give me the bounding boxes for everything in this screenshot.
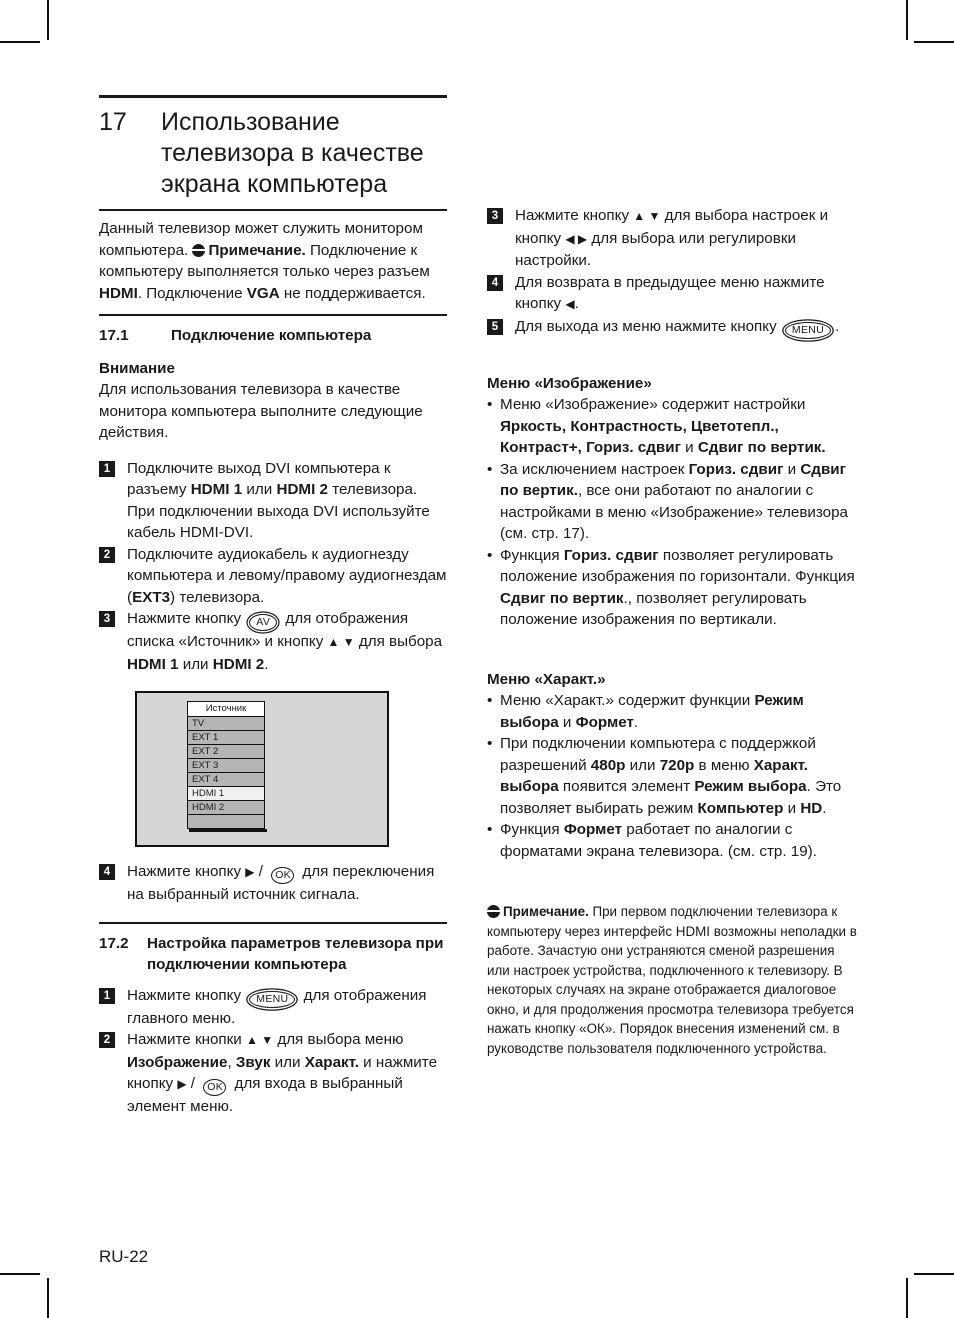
bullet-dot-icon: • bbox=[487, 396, 493, 413]
text-run: для выбора настроек и кнопку bbox=[515, 207, 829, 247]
page-folio: RU-22 bbox=[99, 1247, 149, 1266]
text-run: . Это позволяет выбирать режим bbox=[500, 778, 842, 817]
remote-key-menu-icon: MENU bbox=[249, 991, 295, 1008]
text-run: . bbox=[264, 655, 269, 673]
text-run: или bbox=[242, 481, 277, 498]
chapter-title-line-2: телевизора в качестве bbox=[161, 139, 424, 167]
source-list-figure bbox=[135, 691, 389, 847]
bullet-item bbox=[487, 733, 861, 819]
text-run: ., позволяет регулировать положение изображения по вертикали. bbox=[500, 589, 807, 628]
step-item bbox=[487, 272, 861, 316]
bullet-text bbox=[500, 690, 861, 733]
note-block-text: При первом подключении телевизора к компьютеру через интерфейс HDMI возможны неполадки в работе. Зачастую они устраняются сменой разрешения или настроек устройства, подключенного к телевизору. В некоторых случаях на экране отображается диалоговое окно, и для продолжения просмотра телевизора требуется нажать кнопку «ОК». Порядок внесения изменений см. в руководстве пользователя подключенного устройства. bbox=[487, 904, 857, 1056]
crop-mark-bottom-right-v bbox=[906, 1278, 908, 1318]
step-number-badge: 4 bbox=[487, 275, 503, 291]
menu-picture-bullets bbox=[487, 394, 861, 631]
crop-mark-top-left-v bbox=[47, 0, 49, 40]
intro-paragraph bbox=[99, 211, 447, 304]
steps-list-17-1-end bbox=[99, 861, 447, 906]
text-run: позволяет регулировать положение изображения по горизонтали. Функция bbox=[500, 546, 855, 585]
chapter-title bbox=[161, 107, 424, 200]
bold-run: HDMI 2 bbox=[212, 655, 265, 673]
text-run: и bbox=[783, 460, 801, 478]
bold-run: Формет bbox=[575, 713, 634, 731]
text-run: , все они работают по аналогии с настройками в меню «Изображение» телевизора (см. стр. 17). bbox=[500, 482, 849, 542]
bullet-text bbox=[500, 394, 861, 459]
chapter-number: 17 bbox=[99, 108, 127, 136]
bold-run: Сдвиг по вертик. bbox=[697, 439, 826, 456]
crop-mark-top-left-h bbox=[0, 41, 40, 43]
text-run: и нажмите кнопку bbox=[127, 1053, 438, 1092]
step-number-badge: 4 bbox=[99, 864, 115, 880]
crop-mark-bottom-left-v bbox=[47, 1278, 49, 1318]
chapter-heading bbox=[99, 98, 447, 209]
intro-text-3: . Подключение bbox=[137, 284, 247, 302]
step-text bbox=[127, 608, 447, 675]
source-list-item[interactable]: EXT 4 bbox=[187, 773, 265, 787]
text-run: для переключения на выбранный источник сигнала. bbox=[127, 863, 435, 903]
section-17-1-heading bbox=[99, 316, 447, 347]
text-run: / bbox=[186, 1075, 200, 1092]
intro-text-4: не поддерживается. bbox=[279, 284, 426, 302]
bullet-dot-icon: • bbox=[487, 821, 493, 838]
bullet-text bbox=[500, 459, 861, 545]
text-run: телевизора. При подключении выхода DVI используйте кабель HDMI-DVI. bbox=[127, 481, 430, 541]
bold-run: HDMI 2 bbox=[276, 481, 328, 498]
bold-run: HDMI 1 bbox=[190, 481, 243, 498]
text-run: Нажмите кнопку bbox=[127, 863, 246, 880]
text-run: Меню «Изображение» содержит настройки bbox=[500, 396, 806, 413]
bullet-dot-icon: • bbox=[487, 546, 493, 564]
step-text bbox=[127, 861, 447, 906]
text-run: работает по аналогии с форматами экрана телевизора. (см. стр. 19). bbox=[500, 821, 817, 860]
arrow-glyph-icon: ▲ ▼ bbox=[633, 209, 661, 223]
step-text bbox=[127, 1029, 447, 1118]
bold-run: HD bbox=[800, 799, 823, 817]
bold-run: Яркость, Контрастность, Цветотепл., Контраст+, Гориз. сдвиг bbox=[500, 417, 779, 456]
bullet-text bbox=[500, 545, 861, 631]
bold-run: Изображение bbox=[127, 1053, 228, 1071]
source-list-item[interactable]: HDMI 2 bbox=[187, 801, 265, 815]
bold-run: Формет bbox=[563, 821, 623, 838]
note-block-label: Примечание. bbox=[503, 904, 589, 919]
source-list-item[interactable]: TV bbox=[187, 717, 265, 731]
text-run: Для возврата в предыдущее меню нажмите кнопку bbox=[515, 273, 825, 312]
text-run: для выбора или регулировки настройки. bbox=[515, 229, 796, 269]
text-run: Функция bbox=[500, 821, 564, 838]
intro-text-1: Данный телевизор может служить монитором компьютера. bbox=[99, 220, 423, 259]
left-column bbox=[99, 95, 447, 1118]
text-run: За исключением настроек bbox=[500, 460, 689, 478]
text-run: Нажмите кнопки bbox=[127, 1031, 247, 1048]
steps-list-17-1 bbox=[99, 458, 447, 676]
source-menu-title: Источник bbox=[187, 701, 265, 717]
chapter-title-line-3: экрана компьютера bbox=[161, 170, 388, 198]
text-run: и bbox=[783, 799, 801, 817]
step-text bbox=[515, 272, 861, 316]
bullet-item bbox=[487, 819, 861, 862]
source-list-item[interactable]: EXT 3 bbox=[187, 759, 265, 773]
intro-text-2: Подключение к компьютеру выполняется только через разъем bbox=[99, 241, 430, 280]
source-list-item-empty bbox=[187, 815, 265, 829]
source-list-item[interactable]: HDMI 1 bbox=[187, 787, 265, 801]
bold-run: 480p bbox=[590, 756, 626, 774]
arrow-glyph-icon: ▶ bbox=[177, 1077, 187, 1091]
text-run: Меню «Характ.» содержит функции bbox=[500, 692, 755, 709]
source-list-item[interactable]: EXT 2 bbox=[187, 745, 265, 759]
text-run: для отображения главного меню. bbox=[127, 986, 427, 1027]
bold-run: Гориз. сдвиг bbox=[563, 546, 659, 564]
bold-run: Режим выбора bbox=[500, 692, 804, 731]
bullet-dot-icon: • bbox=[487, 460, 493, 478]
section-17-1-number: 17.1 bbox=[99, 327, 129, 344]
right-column bbox=[487, 205, 861, 1058]
remote-key-ok-icon: OK bbox=[203, 1079, 226, 1096]
remote-key-av-icon: AV bbox=[249, 614, 277, 631]
bold-run: Характ. bbox=[304, 1053, 359, 1071]
step-number-badge: 1 bbox=[99, 988, 115, 1004]
arrow-glyph-icon: ▲ ▼ bbox=[327, 635, 355, 649]
step-text bbox=[127, 458, 447, 544]
text-run: появится элемент bbox=[558, 778, 695, 795]
crop-mark-top-right-h bbox=[914, 41, 954, 43]
intro-vga: VGA bbox=[246, 284, 280, 302]
bold-run: Звук bbox=[235, 1053, 271, 1071]
menu-picture-heading: Меню «Изображение» bbox=[487, 374, 652, 392]
text-run: или bbox=[178, 655, 213, 673]
crop-mark-bottom-right-h bbox=[914, 1273, 954, 1275]
arrow-glyph-icon: ◀ ▶ bbox=[565, 231, 588, 246]
text-run: Нажмите кнопку bbox=[127, 986, 246, 1004]
note-icon bbox=[192, 244, 205, 257]
section-17-2-heading bbox=[99, 924, 447, 976]
source-menu bbox=[187, 701, 265, 832]
text-run: ) телевизора. bbox=[170, 588, 265, 606]
menu-features-heading: Меню «Характ.» bbox=[487, 670, 606, 688]
source-list-item[interactable]: EXT 1 bbox=[187, 731, 265, 745]
text-run: или bbox=[270, 1053, 305, 1071]
bullet-item bbox=[487, 394, 861, 459]
arrow-glyph-icon: ▲ ▼ bbox=[246, 1033, 274, 1047]
step-item bbox=[99, 544, 447, 609]
section-17-2-number: 17.2 bbox=[99, 934, 129, 952]
step-number-badge: 2 bbox=[99, 547, 115, 563]
text-run: для выбора меню bbox=[273, 1031, 404, 1048]
step-item bbox=[99, 985, 447, 1030]
note-block bbox=[487, 902, 861, 1058]
step-number-badge: 5 bbox=[487, 319, 503, 335]
step-item bbox=[99, 861, 447, 906]
bullet-item bbox=[487, 690, 861, 733]
text-run: . bbox=[633, 713, 639, 731]
step-item bbox=[99, 1029, 447, 1118]
text-run: для выбора bbox=[354, 633, 443, 650]
intro-note-label: Примечание. bbox=[208, 241, 306, 259]
bullet-item bbox=[487, 545, 861, 631]
text-run: Нажмите кнопку bbox=[127, 610, 246, 627]
text-run: для входа в выбранный элемент меню. bbox=[127, 1075, 403, 1115]
step-number-badge: 3 bbox=[99, 611, 115, 627]
arrow-glyph-icon: ◀ bbox=[565, 297, 575, 311]
bullet-item bbox=[487, 459, 861, 545]
step-text bbox=[515, 316, 861, 339]
bold-run: Сдвиг по вертик bbox=[500, 589, 624, 607]
bold-run: Компьютер bbox=[697, 799, 784, 817]
step-text bbox=[127, 544, 447, 609]
text-run: Подключите аудиокабель к аудиогнезду компьютера и левому/правому аудиогнездам ( bbox=[127, 545, 447, 606]
text-run: Функция bbox=[500, 546, 564, 564]
section-17-1-title: Подключение компьютера bbox=[171, 327, 372, 344]
text-run: . bbox=[574, 295, 579, 312]
bold-run: HDMI 1 bbox=[127, 655, 179, 673]
bold-run: Режим выбора bbox=[694, 778, 807, 795]
text-run: , bbox=[227, 1053, 236, 1071]
bold-run: EXT3 bbox=[132, 588, 171, 606]
text-run: и bbox=[558, 713, 576, 731]
text-run: . bbox=[822, 799, 827, 817]
bullet-dot-icon: • bbox=[487, 735, 493, 752]
step-item bbox=[487, 205, 861, 272]
intro-hdmi: HDMI bbox=[99, 284, 138, 302]
bullet-text bbox=[500, 819, 861, 862]
chapter-title-line-1: Использование bbox=[161, 108, 340, 136]
step-number-badge: 2 bbox=[99, 1032, 115, 1048]
text-run: Для выхода из меню нажмите кнопку bbox=[515, 317, 781, 335]
warning-body: Для использования телевизора в качестве монитора компьютера выполните следующие действия. bbox=[99, 381, 423, 441]
section-17-2-title: Настройка параметров телевизора при подключении компьютера bbox=[147, 934, 444, 973]
remote-key-ok-icon: OK bbox=[271, 867, 294, 884]
bold-run: Сдвиг по вертик. bbox=[500, 460, 846, 499]
step-text bbox=[515, 205, 861, 272]
text-run: При подключении компьютера с поддержкой разрешений bbox=[500, 735, 816, 774]
crop-mark-bottom-left-h bbox=[0, 1273, 40, 1275]
bold-run: 720p bbox=[659, 756, 695, 774]
step-item bbox=[487, 316, 861, 339]
step-item bbox=[99, 608, 447, 675]
text-run: или bbox=[625, 756, 660, 774]
step-number-badge: 3 bbox=[487, 208, 503, 224]
step-item bbox=[99, 458, 447, 544]
bold-run: Характ. выбора bbox=[500, 756, 808, 795]
crop-mark-top-right-v bbox=[906, 0, 908, 40]
text-run: . bbox=[835, 317, 840, 335]
steps-list-17-2-right bbox=[487, 205, 861, 339]
bullet-text bbox=[500, 733, 861, 819]
steps-list-17-2-left bbox=[99, 985, 447, 1118]
text-run: и bbox=[680, 439, 698, 456]
menu-features-bullets bbox=[487, 690, 861, 862]
text-run: Нажмите кнопку bbox=[515, 207, 634, 224]
step-text bbox=[127, 985, 447, 1030]
bold-run: Гориз. сдвиг bbox=[688, 460, 784, 478]
text-run: в меню bbox=[694, 756, 754, 774]
step-number-badge: 1 bbox=[99, 461, 115, 477]
bullet-dot-icon: • bbox=[487, 692, 493, 709]
page-body bbox=[99, 95, 861, 1275]
arrow-glyph-icon: ▶ bbox=[245, 865, 255, 879]
remote-key-menu-icon: MENU bbox=[785, 322, 831, 339]
warning-heading: Внимание bbox=[99, 359, 175, 377]
source-menu-rows bbox=[187, 717, 265, 829]
text-run: / bbox=[254, 863, 268, 880]
text-run: Подключите выход DVI компьютера к разъему bbox=[127, 459, 391, 498]
note-block-icon bbox=[487, 905, 500, 918]
text-run: для отображения списка «Источник» и кнопку bbox=[127, 610, 409, 650]
